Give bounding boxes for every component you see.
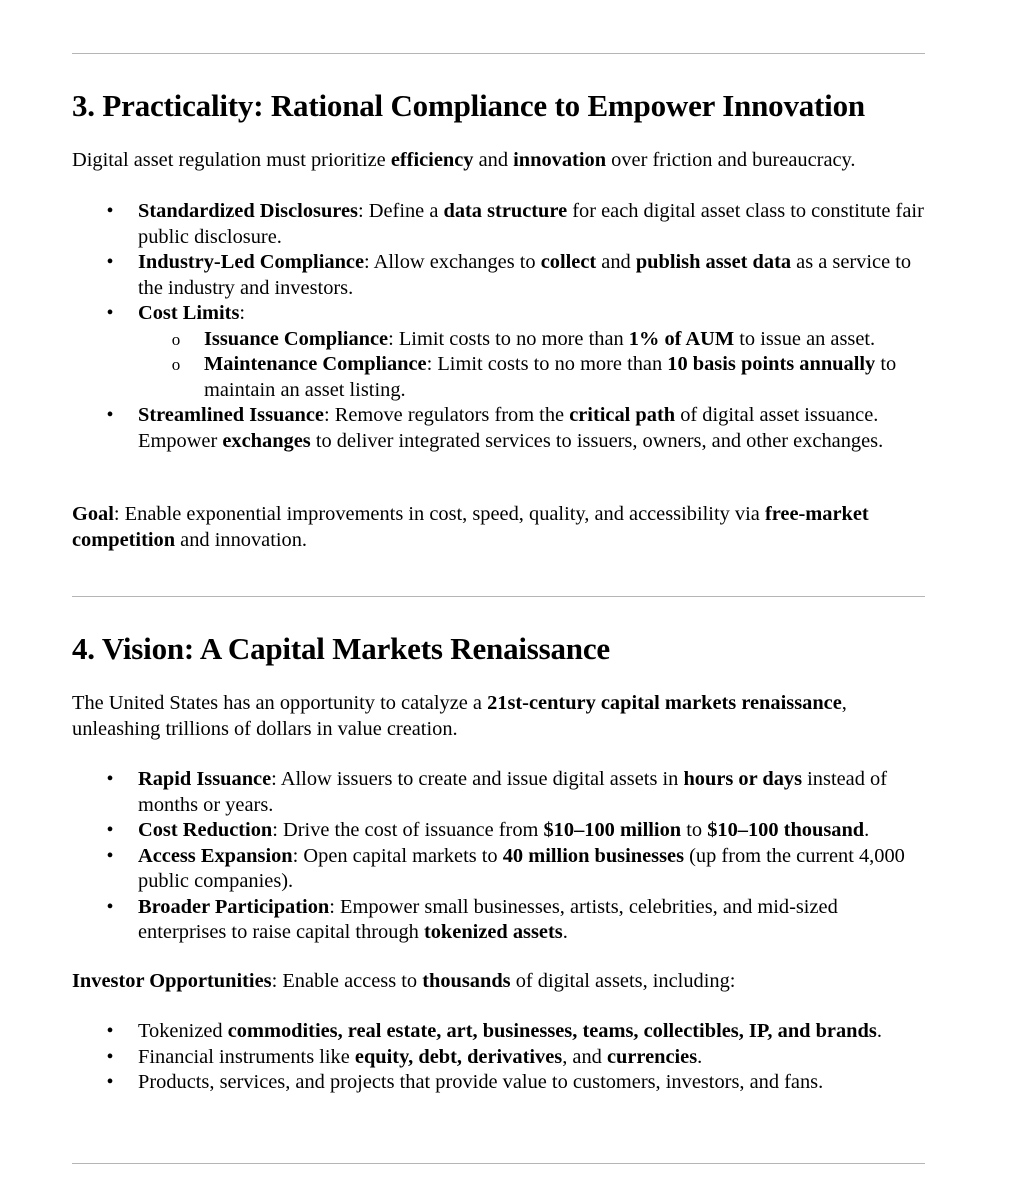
bullet-icon: • [106,895,114,918]
bold-text: $10–100 thousand [707,819,865,841]
bullet-icon: • [106,1045,114,1068]
bold-text: efficiency [390,149,474,171]
bold-text: Standardized Disclosures [138,200,358,222]
bold-text: Goal [72,503,114,525]
list-item [72,1045,925,1071]
bold-text: Cost Limits [138,302,240,324]
list-item-text: Industry-Led Compliance: Allow exchanges to collect and publish asset data as a service to the industry and investors. [138,251,912,299]
bold-text: collect [540,251,597,273]
bold-text: free-market competition [72,503,869,551]
bold-text: $10–100 million [543,819,682,841]
list-item-text: Broader Participation: Empower small businesses, artists, celebrities, and mid-sized enterprises to raise capital through tokenized assets. [138,895,838,943]
sub-list-item-text: Issuance Compliance: Limit costs to no more than 1% of AUM to issue an asset. [204,327,876,350]
bold-text: innovation [513,149,607,171]
bold-text: Investor Opportunities [72,970,272,992]
bold-text: Access Expansion [138,844,293,867]
list-item [72,767,925,818]
bold-text: Maintenance Compliance [204,353,427,375]
section-3-heading: 3. Practicality: Rational Compliance to Empower Innovation [72,88,865,123]
list-item-text: Products, services, and projects that provide value to customers, investors, and fans. [138,1071,824,1093]
section-4-heading: 4. Vision: A Capital Markets Renaissance [72,631,610,666]
sub-list-item [138,327,925,353]
bullet-icon: • [106,819,114,841]
bullet-icon: • [106,1020,114,1042]
bold-text: Broader Participation [138,895,330,918]
bold-text: 40 million businesses [502,844,685,867]
list-item [72,1019,925,1045]
list-item [72,895,925,946]
list-item-text: Cost Limits: [138,302,246,324]
circle-bullet-icon: o [171,355,181,374]
section-4-bullet-list [72,767,925,946]
bold-text: commodities, real estate, art, businesses, teams, collectibles, IP, and brands [227,1020,877,1042]
list-item [72,301,925,403]
list-item [72,844,925,895]
bullet-icon: • [106,251,114,273]
sub-list [138,327,925,404]
bullet-icon: • [106,302,114,324]
bullet-icon: • [106,1071,114,1093]
list-item-text: Cost Reduction: Drive the cost of issuance from $10–100 million to $10–100 thousand. [138,819,870,841]
bold-text: critical path [569,404,676,426]
sub-list-item-text: Maintenance Compliance: Limit costs to no more than 10 basis points annually to maintain an asset listing. [204,353,897,401]
bold-text: 21st-century capital markets renaissance [487,692,842,714]
bold-text: Issuance Compliance [204,327,389,350]
section-3-intro: Digital asset regulation must prioritize efficiency and innovation over friction and bureaucracy. [72,149,856,171]
investor-opportunities: Investor Opportunities: Enable access to thousands of digital assets, including: [72,970,736,992]
list-item [72,1070,925,1096]
list-item [72,199,925,250]
bold-text: Industry-Led Compliance [138,251,365,273]
divider-bottom [72,1163,925,1164]
list-item [72,403,925,454]
list-item-text: Streamlined Issuance: Remove regulators from the critical path of digital asset issuance. Empower exchanges to deliver integrated services to issuers, owners, and other exchanges. [138,404,884,452]
list-item-text: Financial instruments like equity, debt, derivatives, and currencies. [138,1045,703,1068]
bullet-icon: • [106,200,114,222]
section-3-goal: Goal: Enable exponential improvements in cost, speed, quality, and accessibility via free-market competition and innovation. [72,503,869,551]
bold-text: currencies [606,1045,698,1068]
bold-text: thousands [422,970,511,992]
bold-text: publish asset data [635,251,792,273]
bullet-icon: • [106,404,114,426]
bold-text: Rapid Issuance [138,768,272,790]
bold-text: equity, debt, derivatives [354,1045,563,1068]
divider-top [72,53,925,54]
section-4-intro: The United States has an opportunity to catalyze a 21st-century capital markets renaissance, unleashing trillions of dollars in value creation. [72,692,847,740]
section-3-bullet-list [72,199,925,454]
sub-list-item [138,352,925,403]
bold-text: data structure [443,200,568,222]
divider-middle [72,596,925,597]
bold-text: exchanges [222,429,311,452]
list-item-text: Access Expansion: Open capital markets to 40 million businesses (up from the current 4,000 public companies). [138,844,905,892]
bold-text: tokenized assets [423,921,563,943]
bold-text: hours or days [683,768,803,790]
list-item-text: Standardized Disclosures: Define a data structure for each digital asset class to constitute fair public disclosure. [138,200,924,248]
list-item [72,250,925,301]
bold-text: Streamlined Issuance [138,404,324,426]
bold-text: 1% of AUM [628,327,735,350]
list-item-text: Tokenized commodities, real estate, art, businesses, teams, collectibles, IP, and brands. [138,1020,882,1042]
list-item [72,818,925,844]
bullet-icon: • [106,768,114,790]
bold-text: 10 basis points annually [667,353,876,375]
bullet-icon: • [106,844,114,867]
investor-bullet-list [72,1019,925,1096]
bold-text: Cost Reduction [138,819,273,841]
list-item-text: Rapid Issuance: Allow issuers to create and issue digital assets in hours or days instead of months or years. [138,768,887,816]
circle-bullet-icon: o [171,329,181,349]
